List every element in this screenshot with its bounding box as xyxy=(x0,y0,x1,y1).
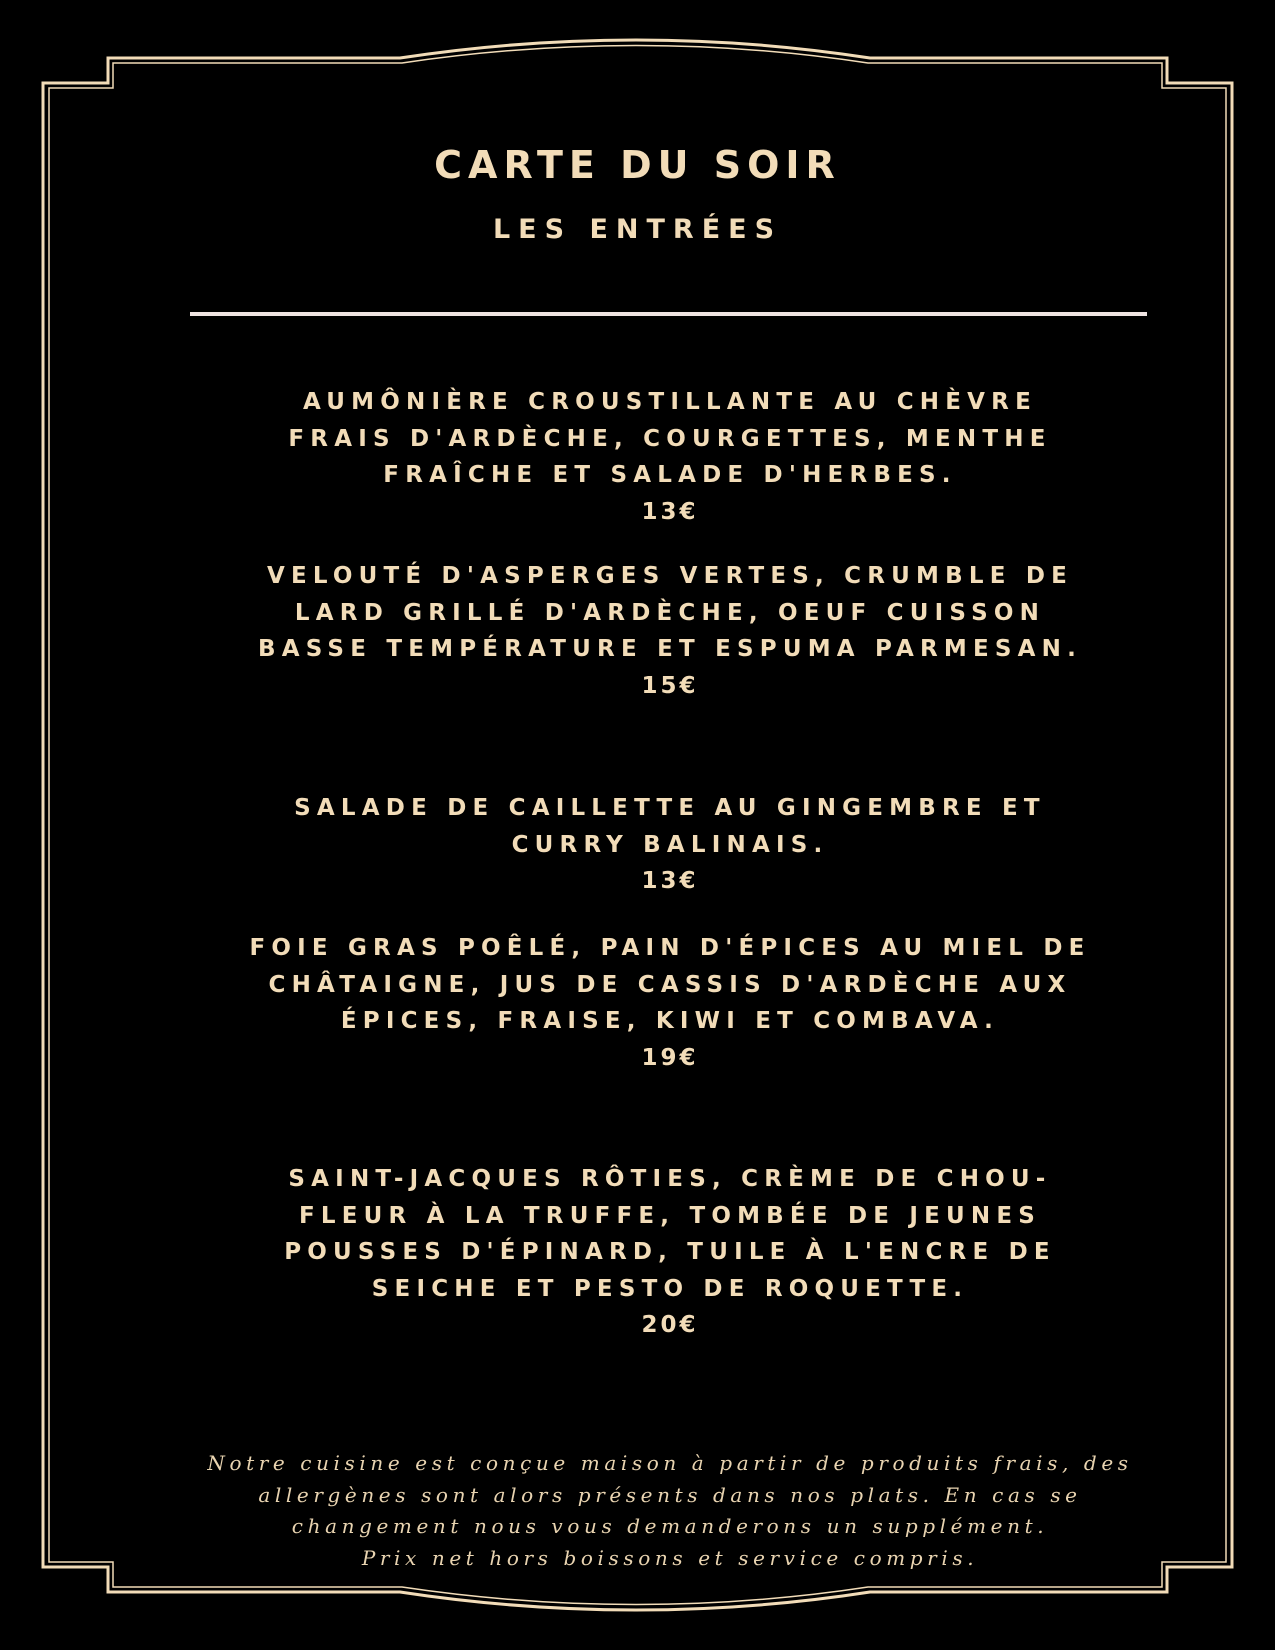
dish-name-line: SAINT-JACQUES RÔTIES, CRÈME DE CHOU- xyxy=(288,1166,1052,1192)
dish-item xyxy=(160,790,1180,900)
dish-name-line: ÉPICES, FRAISE, KIWI ET COMBAVA. xyxy=(340,1008,1000,1034)
footer-line: Notre cuisine est conçue maison à partir de produits frais, des xyxy=(207,1451,1133,1475)
footer-line: Prix net hors boissons et service compris. xyxy=(361,1545,979,1570)
dish-price: 15€ xyxy=(641,672,699,699)
dish-price: 13€ xyxy=(641,498,699,525)
footer-note xyxy=(140,1448,1200,1574)
dish-name-line: CHÂTAIGNE, JUS DE CASSIS D'ARDÈCHE AUX xyxy=(268,971,1072,998)
dish-name-line: CURRY BALINAIS. xyxy=(511,831,829,858)
dish-name-line: SALADE DE CAILLETTE AU GINGEMBRE ET xyxy=(294,795,1046,821)
dish-name-line: SEICHE ET PESTO DE ROQUETTE. xyxy=(371,1275,969,1302)
dish-name-line: FRAÎCHE ET SALADE D'HERBES. xyxy=(383,462,957,488)
dish-name-line: POUSSES D'ÉPINARD, TUILE À L'ENCRE DE xyxy=(284,1239,1056,1265)
dish-name-line: VELOUTÉ D'ASPERGES VERTES, CRUMBLE DE xyxy=(266,563,1074,589)
divider-rule xyxy=(190,312,1147,316)
dish-item xyxy=(160,930,1180,1076)
dish-name-line: LARD GRILLÉ D'ARDÈCHE, OEUF CUISSON xyxy=(294,599,1046,626)
dish-price: 19€ xyxy=(641,1044,699,1071)
dish-name-line: BASSE TEMPÉRATURE ET ESPUMA PARMESAN. xyxy=(257,636,1083,662)
dish-item xyxy=(160,384,1180,530)
menu-title: CARTE DU SOIR xyxy=(434,143,841,187)
dish-name-line: FLEUR À LA TRUFFE, TOMBÉE DE JEUNES xyxy=(298,1202,1042,1229)
dish-name-line: FRAIS D'ARDÈCHE, COURGETTES, MENTHE xyxy=(288,425,1052,452)
dish-price: 13€ xyxy=(641,868,699,894)
dish-item xyxy=(160,1161,1180,1344)
menu-subtitle: LES ENTRÉES xyxy=(492,214,783,245)
dish-price: 20€ xyxy=(641,1312,699,1338)
dish-name-line: FOIE GRAS POÊLÉ, PAIN D'ÉPICES AU MIEL DE xyxy=(249,935,1091,961)
footer-line: changement nous vous demanderons un supplément. xyxy=(291,1514,1049,1538)
dish-name-line: AUMÔNIÈRE CROUSTILLANTE AU CHÈVRE xyxy=(303,389,1037,415)
dish-item xyxy=(160,558,1180,704)
footer-line: allergènes sont alors présents dans nos plats. En cas se xyxy=(258,1482,1082,1507)
